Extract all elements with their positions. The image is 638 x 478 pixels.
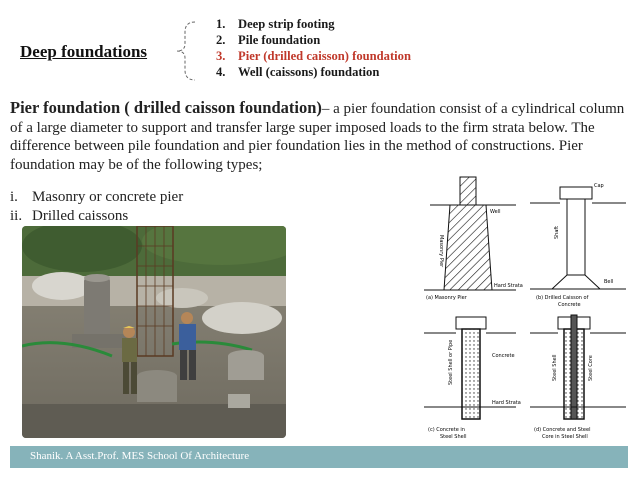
slide-title: Deep foundations [20,42,148,61]
svg-text:Steel Shell: Steel Shell [552,354,558,381]
pier-types-diagram [420,175,630,445]
curly-brace-icon [175,20,197,82]
pier-types-list [10,188,183,226]
svg-text:Steel Shell: Steel Shell [440,434,467,440]
footer-credit: Shanik. A Asst.Prof. MES School Of Architecture [30,450,250,462]
topic-item-deep-strip: 1. Deep strip footing [216,17,335,31]
svg-text:Steel Core: Steel Core [588,355,594,381]
paragraph-lead: Pier foundation ( drilled caisson foundation) [10,98,322,117]
svg-text:Concrete: Concrete [558,302,581,308]
construction-site-photo [22,226,286,438]
topic-item-well: 4. Well (caissons) foundation [216,65,380,79]
svg-text:Core in Steel Shell: Core in Steel Shell [542,434,588,440]
svg-text:(a) Masonry Pier: (a) Masonry Pier [426,295,467,301]
svg-text:Concrete: Concrete [492,353,515,359]
topic-item-pile: 2. Pile foundation [216,33,321,47]
svg-text:Cap: Cap [594,183,604,189]
svg-text:Bell: Bell [604,279,614,285]
footer-bar [10,446,628,468]
svg-text:(c) Concrete in: (c) Concrete in [428,427,465,433]
concrete-steel-shell-diagram [424,317,521,440]
svg-text:(b) Drilled Caisson of: (b) Drilled Caisson of [536,295,589,301]
pier-type-item: i. Masonry or concrete pier [10,189,184,205]
svg-text:Masonry Pier: Masonry Pier [438,235,444,268]
pier-description-paragraph [10,99,632,174]
paragraph-body: – a pier foundation consist of a cylindrical column of a large diameter to support and transfer large super imposed loads to the firm strata below. The difference between pile foundation and pier foundation lies in the method of constructions. Pier foundation may be of the following types; [10,101,625,173]
svg-text:Steel Shell or Pipe: Steel Shell or Pipe [448,339,454,385]
svg-text:Well: Well [490,209,501,215]
svg-text:Shaft: Shaft [554,225,560,239]
pier-type-item: ii. Drilled caissons [10,208,129,224]
masonry-pier-diagram [424,177,523,301]
svg-text:Hard Strata: Hard Strata [494,283,523,289]
topic-item-pier: 3. Pier (drilled caisson) foundation [216,49,411,63]
svg-text:(d) Concrete and Steel: (d) Concrete and Steel [534,427,591,433]
steel-core-shell-diagram [530,315,626,440]
topic-list [216,16,411,80]
svg-text:Hard Strata: Hard Strata [492,400,521,406]
drilled-caisson-diagram [530,183,626,308]
